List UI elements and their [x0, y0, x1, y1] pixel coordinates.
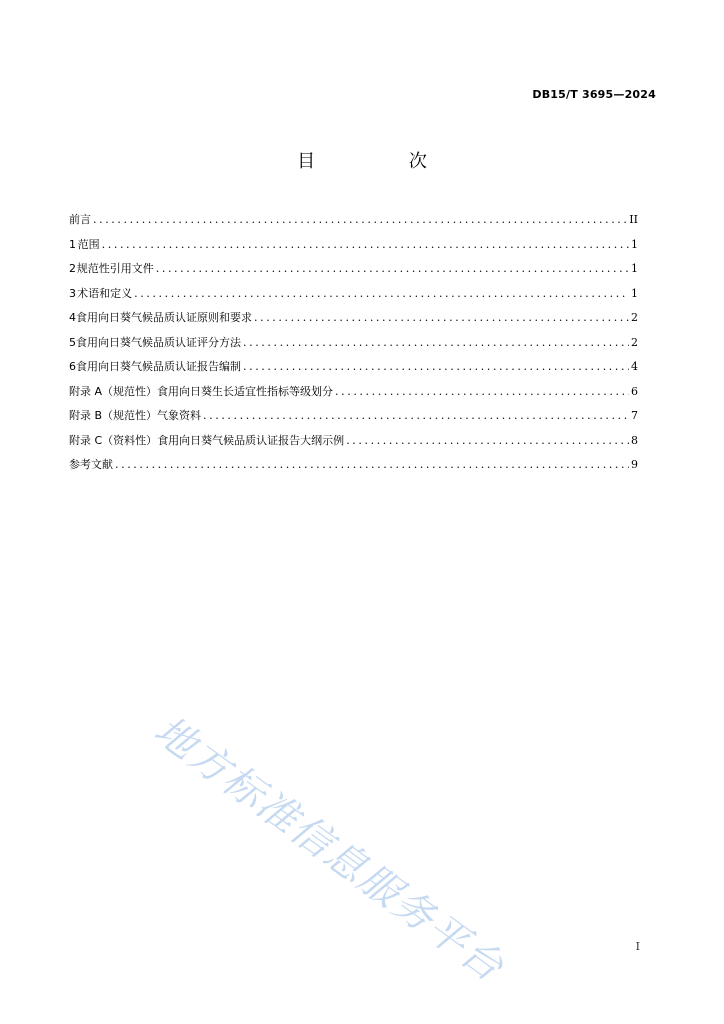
- dot-leader: [134, 282, 629, 307]
- toc-item-bibliography[interactable]: [69, 453, 638, 478]
- toc-item-page: 1: [631, 262, 638, 275]
- toc-item-appendix-a[interactable]: [69, 380, 638, 405]
- document-code: DB15/T 3695—2024: [532, 88, 656, 101]
- dot-leader: [243, 331, 629, 356]
- toc-item-appendix-b[interactable]: [69, 404, 638, 429]
- toc-item-label: 气象资料: [157, 409, 202, 422]
- dot-leader: [346, 429, 629, 454]
- toc-item-foreword[interactable]: [69, 208, 638, 233]
- toc-item-number: 5: [69, 335, 76, 349]
- dot-leader: [115, 453, 629, 478]
- toc-list: [69, 208, 638, 478]
- toc-item-label: 参考文献: [69, 458, 113, 471]
- watermark: 地方标准信息服务平台: [145, 707, 513, 992]
- dot-leader: [156, 257, 629, 282]
- toc-item-label: 术语和定义: [77, 286, 133, 300]
- toc-item-principles[interactable]: [69, 306, 638, 331]
- toc-item-number: 附录 A（规范性）: [69, 384, 158, 398]
- toc-item-page: 2: [631, 311, 638, 324]
- toc-item-normative-references[interactable]: [69, 257, 638, 282]
- toc-item-number: 1: [69, 237, 76, 251]
- dot-leader: [243, 355, 629, 380]
- toc-item-appendix-c[interactable]: [69, 429, 638, 454]
- toc-item-number: 3: [69, 286, 76, 300]
- toc-item-label: 食用向日葵生长适宜性指标等级划分: [157, 384, 334, 398]
- dot-leader: [93, 208, 627, 233]
- toc-item-page: 1: [631, 237, 638, 251]
- page-number: I: [635, 940, 640, 953]
- toc-item-scope[interactable]: [69, 233, 638, 258]
- toc-item-page: 4: [631, 360, 638, 373]
- toc-item-label: 食用向日葵气候品质认证原则和要求: [76, 311, 252, 324]
- toc-item-label: 食用向日葵气候品质认证报告编制: [76, 360, 241, 373]
- toc-item-number: 4: [69, 311, 76, 324]
- toc-item-label: 食用向日葵气候品质认证评分方法: [76, 335, 241, 349]
- toc-title: 目 次: [297, 151, 471, 172]
- toc-item-report[interactable]: [69, 355, 638, 380]
- dot-leader: [335, 380, 629, 405]
- toc-item-terms[interactable]: [69, 282, 638, 307]
- toc-item-number: 2: [69, 262, 76, 275]
- toc-item-page: 9: [631, 458, 638, 471]
- toc-item-number: 6: [69, 360, 76, 373]
- toc-item-page: 6: [631, 384, 638, 398]
- toc-item-page: 1: [631, 286, 638, 300]
- dot-leader: [254, 306, 629, 331]
- toc-item-scoring[interactable]: [69, 331, 638, 356]
- toc-item-number: 附录 C（资料性）: [69, 433, 158, 447]
- dot-leader: [203, 404, 629, 429]
- toc-item-label: 规范性引用文件: [76, 262, 154, 275]
- toc-item-label: 范围: [77, 237, 100, 251]
- toc-item-label: 食用向日葵气候品质认证报告大纲示例: [157, 433, 345, 447]
- toc-item-page: 8: [631, 433, 638, 447]
- toc-item-label: 前言: [69, 213, 91, 226]
- toc-item-page: 2: [631, 335, 638, 349]
- toc-item-page: II: [629, 213, 638, 226]
- dot-leader: [102, 233, 629, 258]
- toc-item-number: 附录 B（规范性）: [69, 409, 158, 422]
- toc-item-page: 7: [631, 409, 638, 422]
